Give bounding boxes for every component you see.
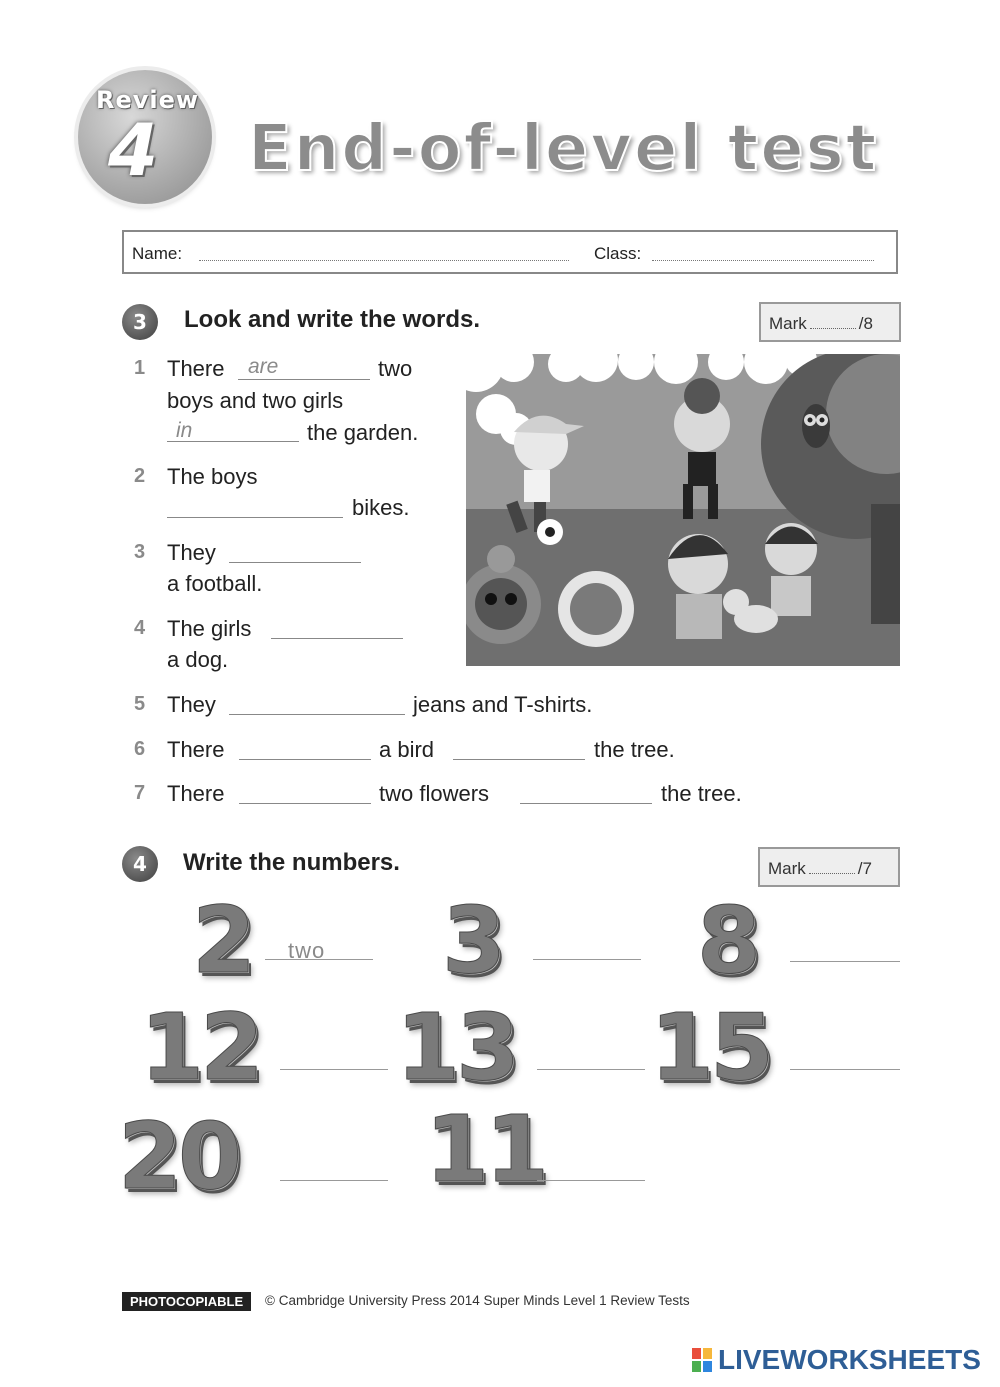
number-answer-blank[interactable]: [537, 1069, 645, 1070]
badge-number: 4: [108, 108, 159, 192]
class-label: Class:: [594, 244, 642, 263]
answer-blank[interactable]: [453, 759, 585, 760]
section-3-mark-box: [759, 302, 901, 342]
question-text: The girls: [167, 616, 252, 641]
mark-label: Mark: [769, 314, 807, 333]
badge-word: Review: [96, 86, 200, 114]
big-number: 13: [396, 994, 517, 1101]
answer-blank[interactable]: [271, 638, 403, 639]
example-answer: are: [248, 355, 279, 378]
question-text: two: [378, 356, 413, 381]
liveworksheets-logo-icon: [692, 1348, 712, 1372]
question-text: There: [167, 737, 225, 762]
mark-total: /8: [858, 314, 873, 333]
section-4-title: Write the numbers.: [183, 849, 400, 876]
answer-blank[interactable]: [239, 803, 371, 804]
section-4-mark-box: [758, 847, 900, 887]
number-answer-blank[interactable]: [533, 959, 641, 960]
answer-blank[interactable]: [238, 379, 370, 380]
mark-field[interactable]: [810, 328, 856, 329]
question-text: They: [167, 692, 216, 717]
question-text: the tree.: [594, 737, 675, 762]
big-number: 8: [697, 887, 758, 994]
question-number: 6: [134, 738, 146, 760]
big-number: 15: [650, 994, 771, 1101]
number-answer-blank[interactable]: [280, 1069, 388, 1070]
question-text: the garden.: [307, 420, 419, 445]
section-4-number: 4: [122, 846, 158, 882]
number-answer-blank[interactable]: [790, 1069, 900, 1070]
mark-label: Mark: [768, 859, 806, 878]
number-answer-blank[interactable]: [280, 1180, 388, 1181]
brand-name[interactable]: LIVEWORKSHEETS: [718, 1344, 981, 1375]
question-number: 5: [134, 693, 146, 715]
question-number: 7: [134, 782, 146, 804]
question-number: 4: [134, 617, 146, 639]
question-text: There: [167, 356, 225, 381]
number-answer-blank[interactable]: [537, 1180, 645, 1181]
name-field[interactable]: [199, 260, 569, 261]
example-answer: two: [288, 938, 326, 963]
question-number: 3: [134, 541, 146, 563]
mark-total: /7: [857, 859, 872, 878]
question-text: a dog.: [167, 647, 229, 672]
example-answer: in: [176, 419, 193, 442]
garden-illustration: [466, 354, 900, 666]
question-number: 2: [134, 465, 146, 487]
answer-blank[interactable]: [229, 562, 361, 563]
question-text: They: [167, 540, 216, 565]
mark-field[interactable]: [809, 873, 855, 874]
copyright-text: © Cambridge University Press 2014 Super Minds Level 1 Review Tests: [265, 1293, 690, 1308]
answer-blank[interactable]: [239, 759, 371, 760]
question-text: bikes.: [352, 495, 410, 520]
big-number: 2: [192, 887, 253, 994]
answer-blank[interactable]: [229, 714, 405, 715]
name-label: Name:: [132, 244, 183, 263]
question-text: two flowers: [379, 781, 490, 806]
big-number: 20: [118, 1103, 239, 1210]
class-field[interactable]: [652, 260, 874, 261]
answer-blank[interactable]: [520, 803, 652, 804]
question-text: jeans and T-shirts.: [413, 692, 593, 717]
big-number: 3: [442, 887, 503, 994]
big-number: 12: [140, 994, 261, 1101]
section-3-number: 3: [122, 304, 158, 340]
question-number: 1: [134, 357, 146, 379]
question-text: the tree.: [661, 781, 742, 806]
question-text: a bird: [379, 737, 435, 762]
question-text: The boys: [167, 464, 258, 489]
question-text: boys and two girls: [167, 388, 344, 413]
question-text: a football.: [167, 571, 263, 596]
number-answer-blank[interactable]: [790, 961, 900, 962]
name-class-box: [122, 230, 898, 274]
section-3-title: Look and write the words.: [184, 306, 481, 333]
page-title: End-of-level test: [248, 112, 879, 186]
question-text: There: [167, 781, 225, 806]
big-number: 11: [425, 1096, 546, 1203]
garden-scene-image: [466, 354, 900, 666]
photocopiable-label: PHOTOCOPIABLE: [122, 1292, 251, 1311]
answer-blank[interactable]: [167, 517, 343, 518]
